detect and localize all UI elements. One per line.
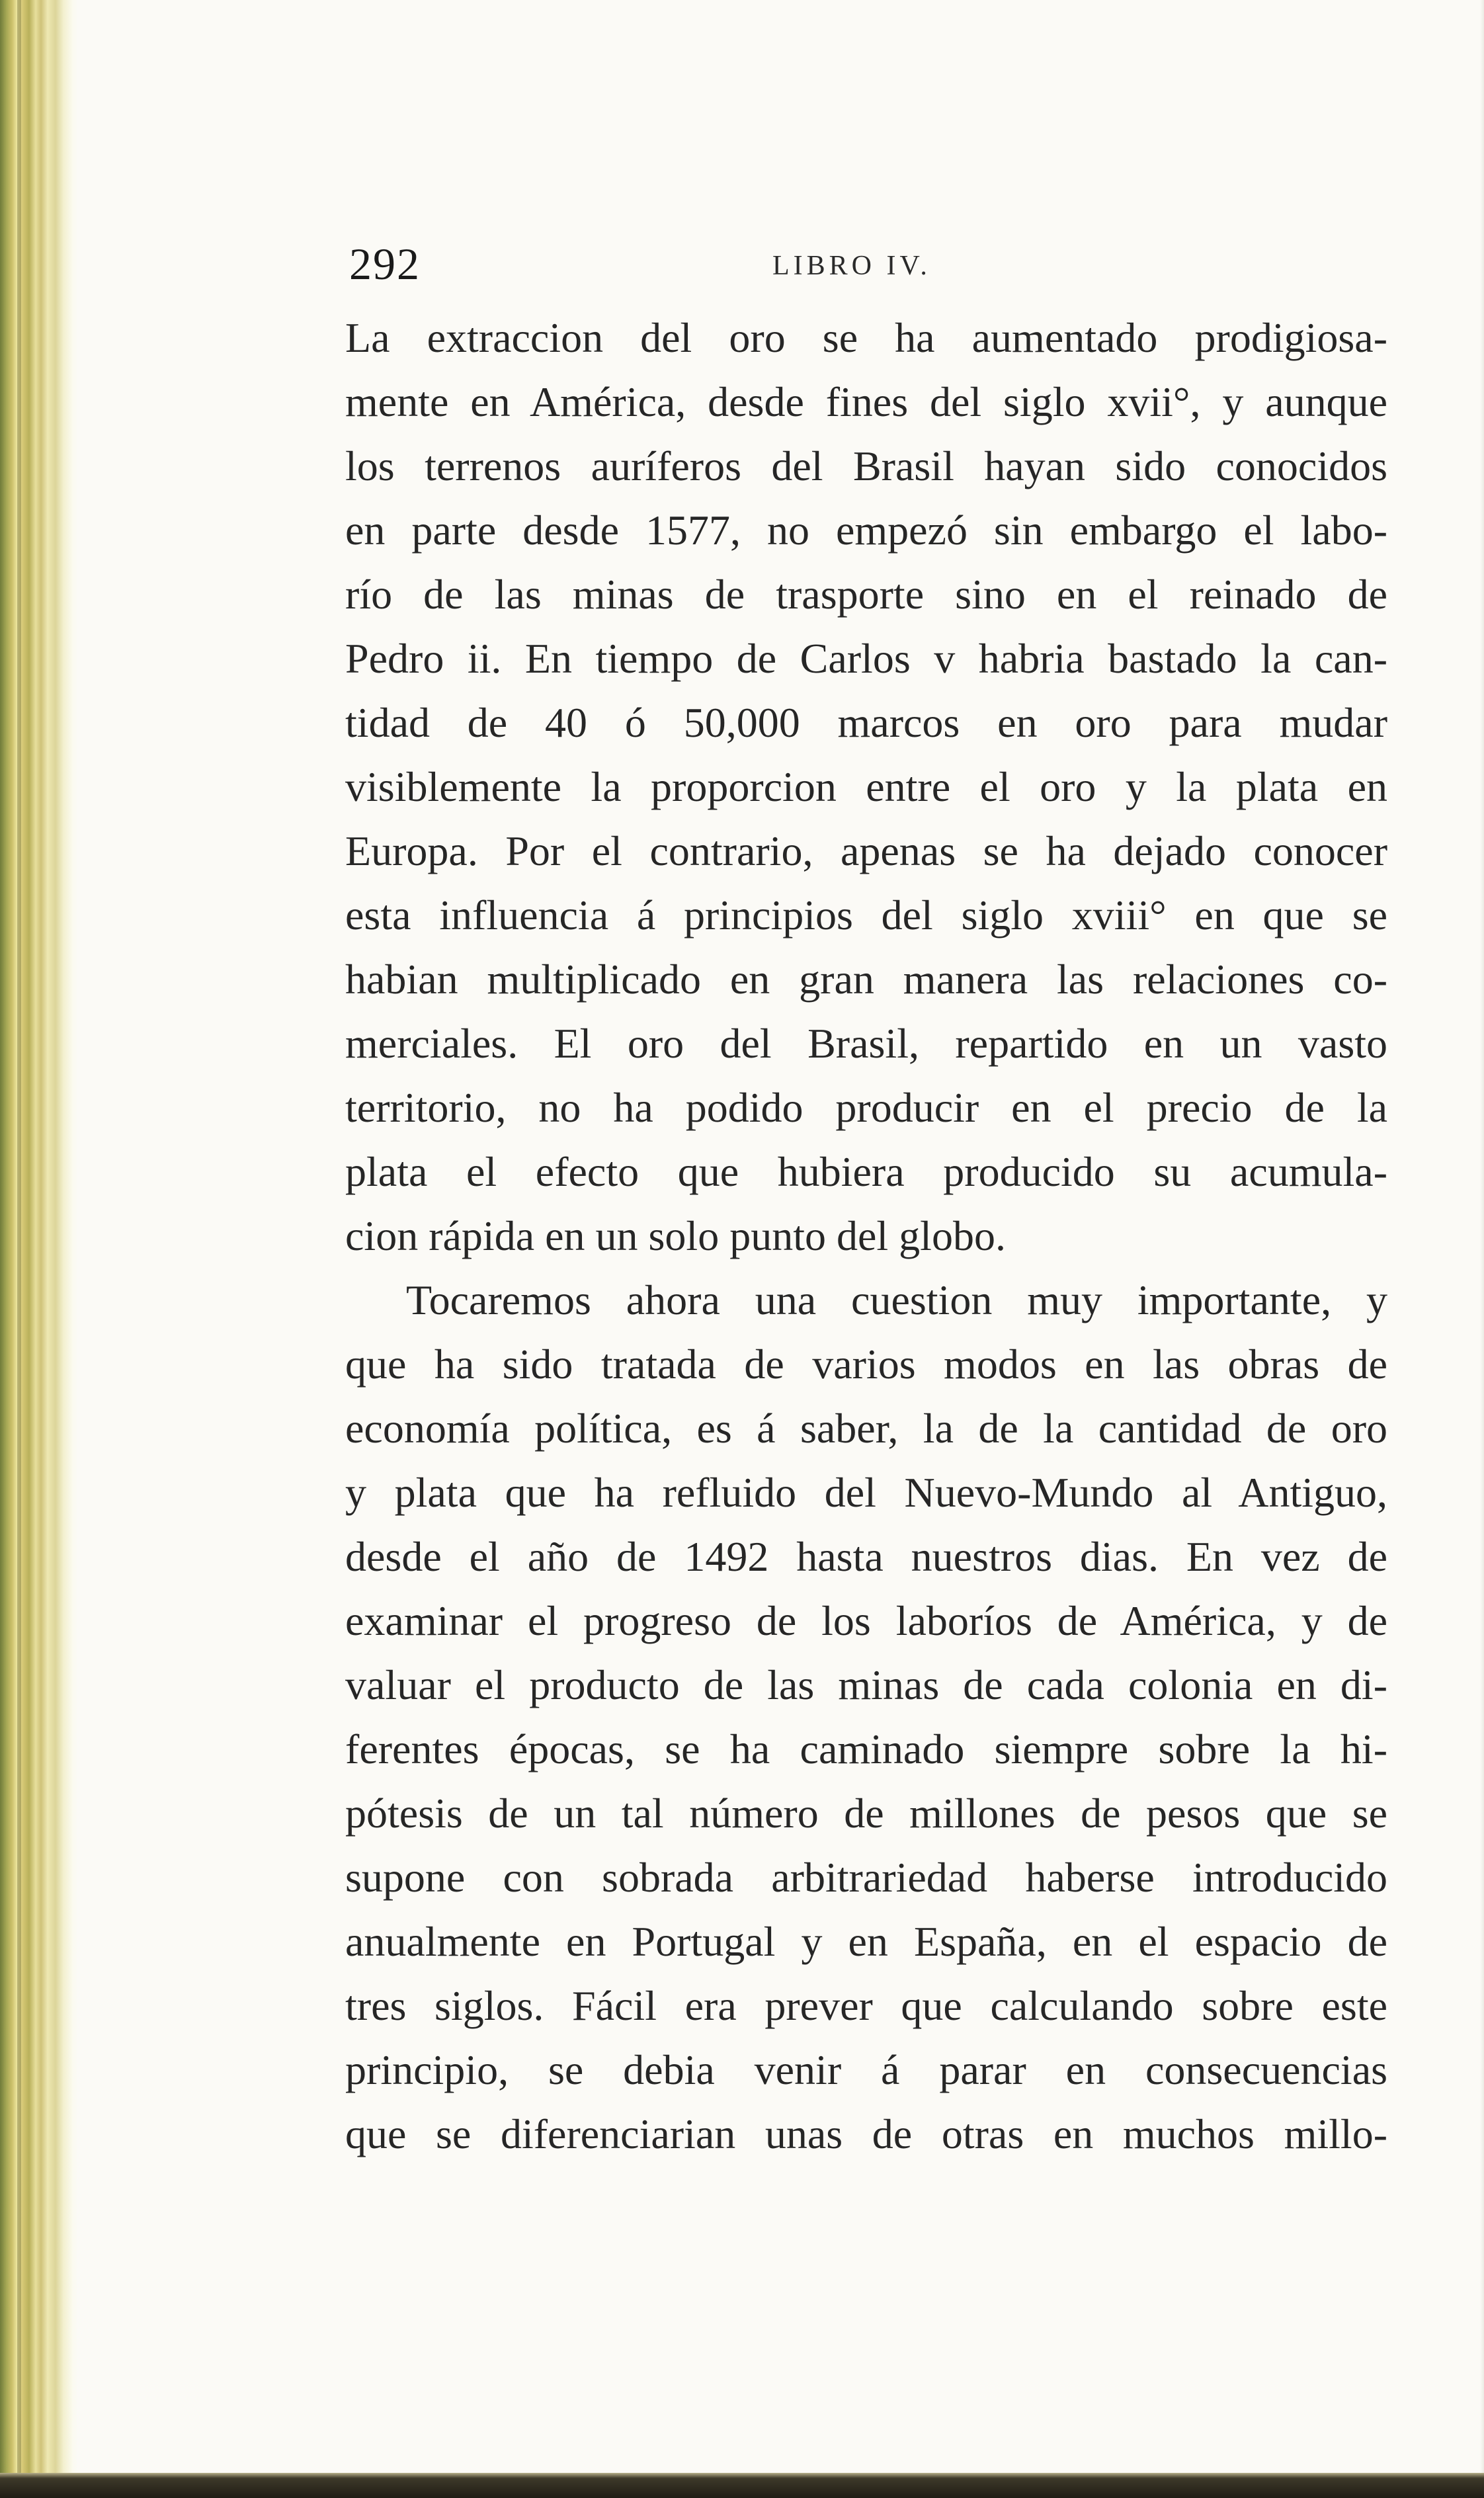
text-line: visiblemente la proporcion entre el oro y la plata en [345, 763, 1387, 810]
page-right-edge [1480, 0, 1484, 2498]
text-line: desde el año de 1492 hasta nuestros dias. En vez de [345, 1533, 1387, 1580]
gilded-binding-edge [0, 0, 78, 2498]
text-line: mente en América, desde fines del siglo xvii°, y aunque [345, 378, 1387, 425]
text-line: territorio, no ha podido producir en el precio de la [345, 1084, 1387, 1131]
text-line: valuar el producto de las minas de cada colonia en di- [345, 1661, 1387, 1708]
text-line: Tocaremos ahora una cuestion muy importante, y [406, 1276, 1387, 1323]
text-line: Europa. Por el contrario, apenas se ha dejado conocer [345, 827, 1387, 874]
text-line: cion rápida en un solo punto del globo. [345, 1212, 1006, 1259]
text-line: merciales. El oro del Brasil, repartido en un vasto [345, 1020, 1387, 1067]
text-line: tidad de 40 ó 50,000 marcos en oro para mudar [345, 699, 1387, 746]
text-line: La extraccion del oro se ha aumentado prodigiosa- [345, 314, 1387, 361]
text-line: que ha sido tratada de varios modos en las obras de [345, 1341, 1387, 1388]
text-line: supone con sobrada arbitrariedad haberse introducido [345, 1854, 1387, 1901]
text-line: ferentes épocas, se ha caminado siempre sobre la hi- [345, 1726, 1387, 1772]
text-line: pótesis de un tal número de millones de pesos que se [345, 1790, 1387, 1837]
text-line: tres siglos. Fácil era prever que calculando sobre este [345, 1982, 1387, 2029]
text-line: economía política, es á saber, la de la cantidad de oro [345, 1405, 1387, 1452]
text-line: Pedro ii. En tiempo de Carlos v habria bastado la can- [345, 635, 1387, 682]
page-bottom-edge [0, 2473, 1484, 2498]
text-line: habian multiplicado en gran manera las relaciones co- [345, 956, 1387, 1003]
body-text [345, 306, 1387, 2166]
text-line: principio, se debia venir á parar en consecuencias [345, 2046, 1387, 2093]
text-line: esta influencia á principios del siglo xviii° en que se [345, 892, 1387, 938]
text-line: anualmente en Portugal y en España, en el espacio de [345, 1918, 1387, 1965]
text-line: en parte desde 1577, no empezó sin embargo el labo- [345, 507, 1387, 554]
text-line: río de las minas de trasporte sino en el reinado de [345, 571, 1387, 618]
running-head: LIBRO IV. [772, 251, 931, 281]
text-line: que se diferenciarian unas de otras en muchos millo- [345, 2110, 1387, 2157]
page-number: 292 [349, 239, 421, 289]
text-line: los terrenos auríferos del Brasil hayan sido conocidos [345, 442, 1387, 489]
binding-shadow [17, 0, 21, 2498]
text-line: examinar el progreso de los laboríos de América, y de [345, 1597, 1387, 1644]
text-line: plata el efecto que hubiera producido su acumula- [345, 1148, 1387, 1195]
page-header [349, 238, 1381, 298]
text-line: y plata que ha refluido del Nuevo-Mundo al Antiguo, [345, 1469, 1387, 1516]
